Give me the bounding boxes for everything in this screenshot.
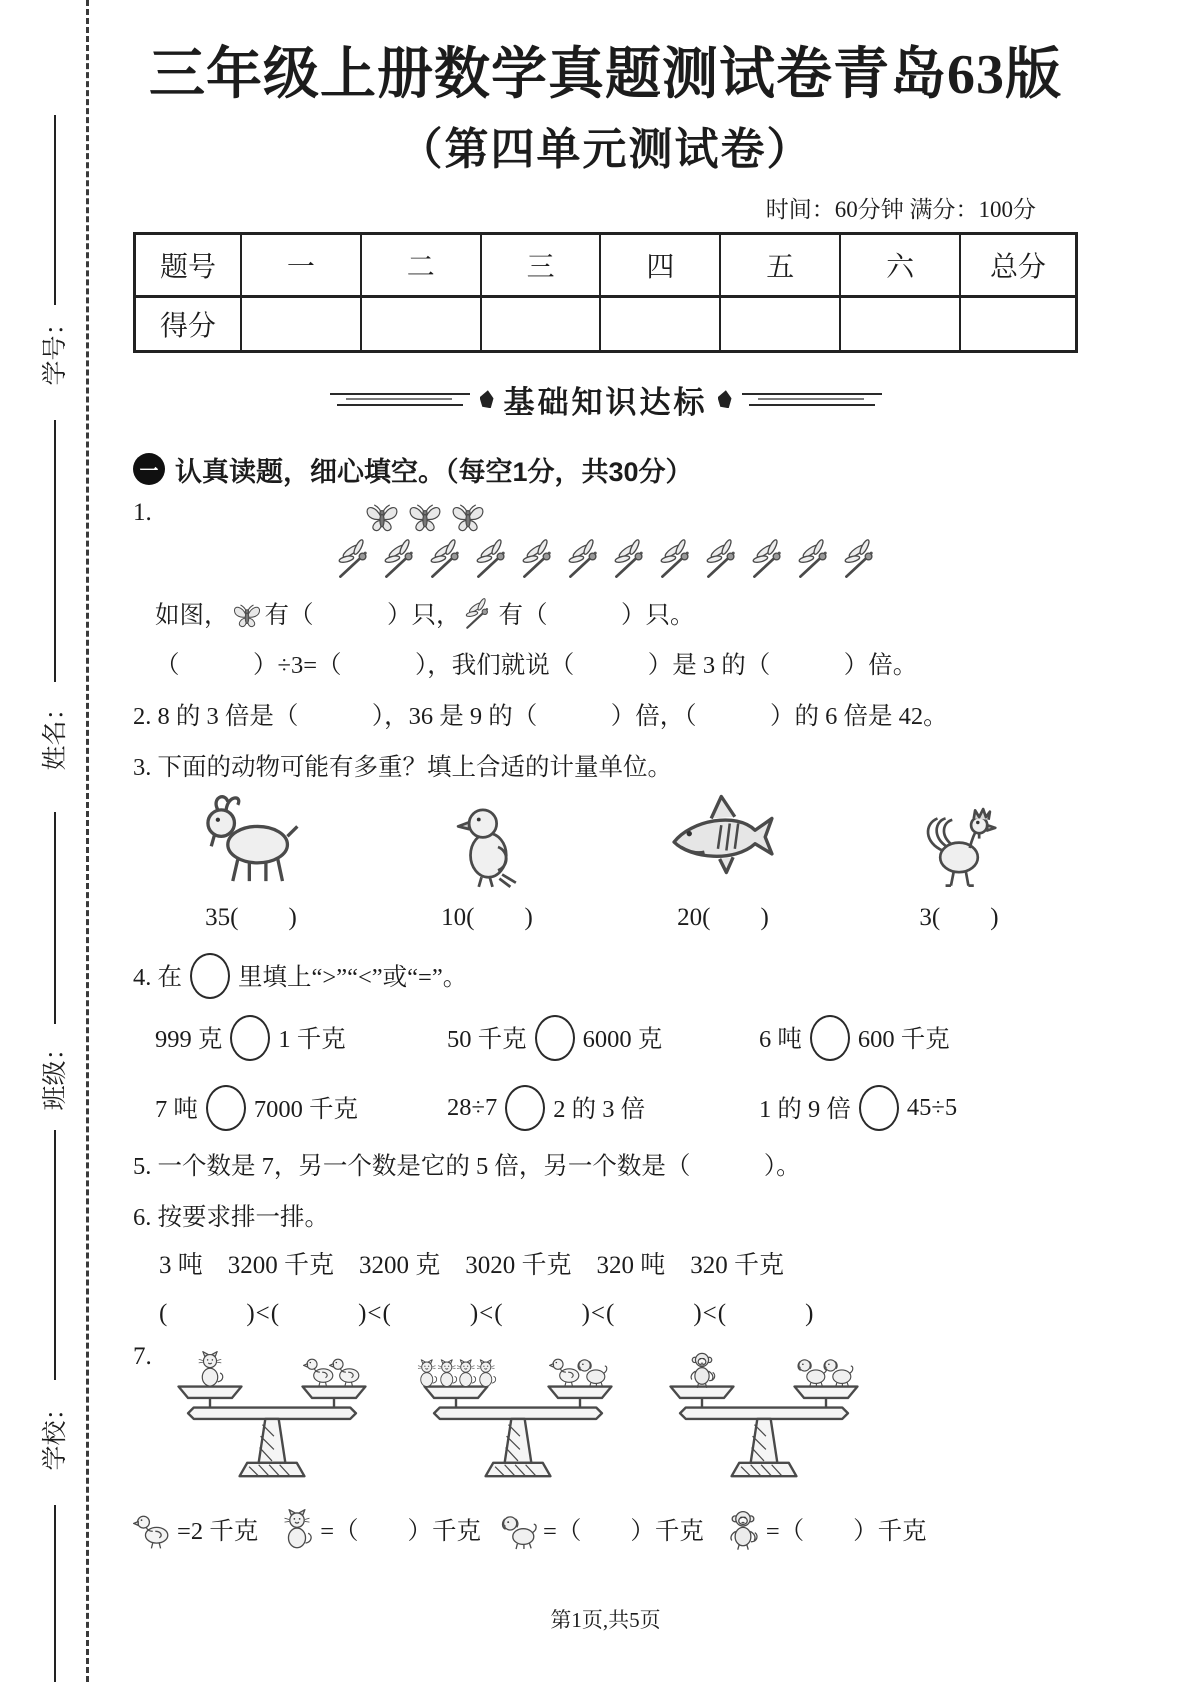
score-table-header: 三 <box>481 233 601 296</box>
animal-goat <box>133 791 369 933</box>
score-cell <box>600 296 720 351</box>
question-6-values: 3 吨 3200 千克 3200 克 3020 千克 320 吨 320 千克 <box>159 1251 785 1279</box>
question-number: 1. <box>133 498 152 526</box>
cat-icon <box>276 1509 318 1551</box>
animal-weight-blank: 3( ) <box>919 903 999 931</box>
answer-circle <box>206 1085 246 1131</box>
scale-left-pan <box>171 1351 249 1389</box>
goat-figure <box>198 791 304 891</box>
question-1-line-1: 如图， 有（ ）只， 有（ ）只。 <box>133 596 1078 632</box>
comparison-item <box>155 1085 447 1131</box>
score-table-score-row <box>135 296 1077 351</box>
rooster-figure <box>916 791 1002 891</box>
question-6: 6. 按要求排一排。 <box>133 1203 329 1231</box>
balance-scale-icon <box>167 1377 377 1501</box>
balance-scale-icon <box>413 1377 623 1501</box>
score-row-label: 得分 <box>135 296 242 351</box>
score-table-header: 总分 <box>960 233 1077 296</box>
comparison-row-2 <box>133 1085 1078 1131</box>
question-3: 3. 下面的动物可能有多重？填上合适的计量单位。 <box>133 753 672 781</box>
question-4 <box>133 953 1078 999</box>
scale-right-pan <box>295 1353 373 1389</box>
animal-shark <box>605 791 841 933</box>
question-1 <box>133 499 1078 582</box>
duck-icon <box>329 1353 365 1389</box>
comparison-item <box>447 1015 759 1061</box>
weight-equation-text: =（ ）千克 <box>765 1518 927 1546</box>
page-title: 三年级上册数学真题测试卷青岛63版 <box>149 44 1062 106</box>
butterfly-icon <box>363 499 401 537</box>
student-id-label: 学号： <box>42 310 69 386</box>
student-info-line <box>54 1130 56 1380</box>
comparison-left-value: 50 千克 <box>447 1026 527 1054</box>
student-info-line <box>54 1505 56 1682</box>
dragonfly-icon <box>657 539 700 582</box>
weight-equation <box>133 1509 258 1551</box>
question-7 <box>133 1343 1078 1501</box>
weight-equation-text: =（ ）千克 <box>543 1518 704 1546</box>
page-subtitle: （第四单元测试卷） <box>398 124 813 174</box>
student-info-line <box>54 115 56 305</box>
weight-equation-text: =2 千克 <box>177 1518 259 1546</box>
butterfly-icon <box>231 600 263 632</box>
dragonfly-icon <box>519 539 562 582</box>
balance-scales-figure <box>167 1343 869 1501</box>
comparison-left-value: 28÷7 <box>447 1093 498 1121</box>
question-4-text-after: 里填上“>”“<”或“=”。 <box>238 964 468 992</box>
dragonfly-icon <box>427 539 470 582</box>
weight-equation <box>276 1509 481 1551</box>
student-name-label: 姓名： <box>42 695 69 771</box>
cat-icon <box>471 1359 501 1389</box>
test-paper <box>133 0 1078 1551</box>
duck-icon <box>133 1509 175 1551</box>
dragonfly-icon <box>841 539 884 582</box>
student-info-line <box>54 812 56 1024</box>
dragonfly-icon <box>335 539 378 582</box>
monkey-icon <box>683 1351 721 1389</box>
comparison-right-value: 600 千克 <box>857 1026 950 1054</box>
weight-equation <box>722 1509 927 1551</box>
dragonfly-icon <box>611 539 654 582</box>
question-6-answer-line: ( )<( )<( )<( )<( )<( ) <box>159 1299 815 1327</box>
score-table-header: 四 <box>600 233 720 296</box>
banner-decoration-left <box>330 393 470 406</box>
comparison-right-value: 1 千克 <box>278 1026 346 1054</box>
dragonfly-icon <box>795 539 838 582</box>
score-cell <box>720 296 840 351</box>
animal-rooster <box>841 791 1077 933</box>
dog-icon <box>821 1353 857 1389</box>
comparison-left-value: 999 克 <box>155 1026 223 1054</box>
score-table-header: 一 <box>241 233 361 296</box>
comparison-item <box>155 1015 447 1061</box>
question-7-equations <box>133 1509 1078 1551</box>
class-label: 班级： <box>42 1035 69 1111</box>
time-score-meta: 时间：60分钟 满分：100分 <box>765 196 1036 222</box>
comparison-right-value: 2 的 3 倍 <box>553 1096 646 1124</box>
answer-circle <box>230 1015 270 1061</box>
answer-circle <box>810 1015 850 1061</box>
comparison-item <box>759 1015 1078 1061</box>
section-banner <box>133 377 1078 422</box>
question-4-text-before: 4. 在 <box>133 964 182 992</box>
comparison-item <box>759 1085 1078 1131</box>
comparison-right-value: 6000 克 <box>582 1026 663 1054</box>
student-info-line <box>54 420 56 682</box>
answer-circle <box>505 1085 545 1131</box>
animal-weight-blank: 35( ) <box>205 903 297 931</box>
cat-icon <box>191 1351 229 1389</box>
score-table-header: 二 <box>361 233 481 296</box>
score-table <box>133 232 1078 353</box>
question-5: 5. 一个数是 7，另一个数是它的 5 倍，另一个数是（ ）。 <box>133 1152 801 1180</box>
scale-right-pan <box>541 1353 619 1389</box>
comparison-right-value: 45÷5 <box>906 1093 958 1121</box>
dragonfly-icon <box>473 539 516 582</box>
answer-circle <box>859 1085 899 1131</box>
bird-icon <box>443 803 531 891</box>
dog-icon <box>499 1509 541 1551</box>
balance-scale <box>413 1343 623 1501</box>
animal-weight-blank: 20( ) <box>677 903 769 931</box>
weight-equation <box>499 1509 704 1551</box>
balance-scale <box>167 1343 377 1501</box>
question-2: 2. 8 的 3 倍是（ ），36 是 9 的（ ）倍，（ ）的 6 倍是 42。 <box>133 702 948 730</box>
section-1-header <box>133 450 1078 489</box>
balance-scale <box>659 1343 869 1501</box>
scale-left-pan <box>417 1359 495 1389</box>
dragonfly-icon <box>463 598 497 632</box>
leaf-icon <box>480 390 494 408</box>
score-table-header: 五 <box>720 233 840 296</box>
butterfly-icon <box>406 499 444 537</box>
question-number: 7. <box>133 1342 152 1370</box>
animal-weight-blank: 10( ) <box>441 903 533 931</box>
page-footer: 第1页,共5页 <box>550 1608 661 1632</box>
comparison-row-1 <box>133 1015 1078 1061</box>
score-table-header-row <box>135 233 1077 296</box>
banner-decoration-right <box>742 393 882 406</box>
comparison-item <box>447 1085 759 1131</box>
scale-left-pan <box>663 1351 741 1389</box>
section-number-badge: 一 <box>133 453 165 485</box>
dog-icon <box>575 1353 611 1389</box>
answer-circle <box>535 1015 575 1061</box>
score-table-header: 题号 <box>135 233 242 296</box>
score-cell <box>241 296 361 351</box>
rooster-icon <box>916 805 1002 891</box>
question-1-line-2: （ ）÷3=（ ），我们就说（ ）是 3 的（ ）倍。 <box>155 651 918 679</box>
score-cell <box>361 296 481 351</box>
section-banner-title: 基础知识达标 <box>503 384 708 420</box>
dragonfly-icon <box>703 539 746 582</box>
dragonfly-row <box>335 539 884 582</box>
answer-circle <box>190 953 230 999</box>
section-1-title: 认真读题，细心填空。（每空1分，共30分） <box>175 456 693 487</box>
dragonfly-icon <box>565 539 608 582</box>
animal-bird <box>369 791 605 933</box>
dragonfly-icon <box>749 539 792 582</box>
shark-icon <box>669 783 777 891</box>
score-cell <box>840 296 960 351</box>
question-3-animals <box>133 791 1078 933</box>
insect-figure <box>335 499 884 582</box>
weight-equation-text: =（ ）千克 <box>320 1518 482 1546</box>
dragonfly-icon <box>381 539 424 582</box>
butterfly-icon <box>449 499 487 537</box>
leaf-icon <box>718 390 732 408</box>
bird-figure <box>443 791 531 891</box>
score-table-header: 六 <box>840 233 960 296</box>
comparison-left-value: 1 的 9 倍 <box>759 1096 851 1124</box>
school-label: 学校： <box>42 1395 69 1471</box>
butterfly-row <box>363 499 884 537</box>
comparison-right-value: 7000 千克 <box>253 1096 358 1124</box>
shark-figure <box>669 791 777 891</box>
scale-right-pan <box>787 1353 865 1389</box>
score-cell <box>481 296 601 351</box>
monkey-icon <box>722 1509 764 1551</box>
score-cell <box>960 296 1077 351</box>
comparison-left-value: 7 吨 <box>155 1096 198 1124</box>
balance-scale-icon <box>659 1377 869 1501</box>
goat-icon <box>198 785 304 891</box>
comparison-left-value: 6 吨 <box>759 1026 802 1054</box>
